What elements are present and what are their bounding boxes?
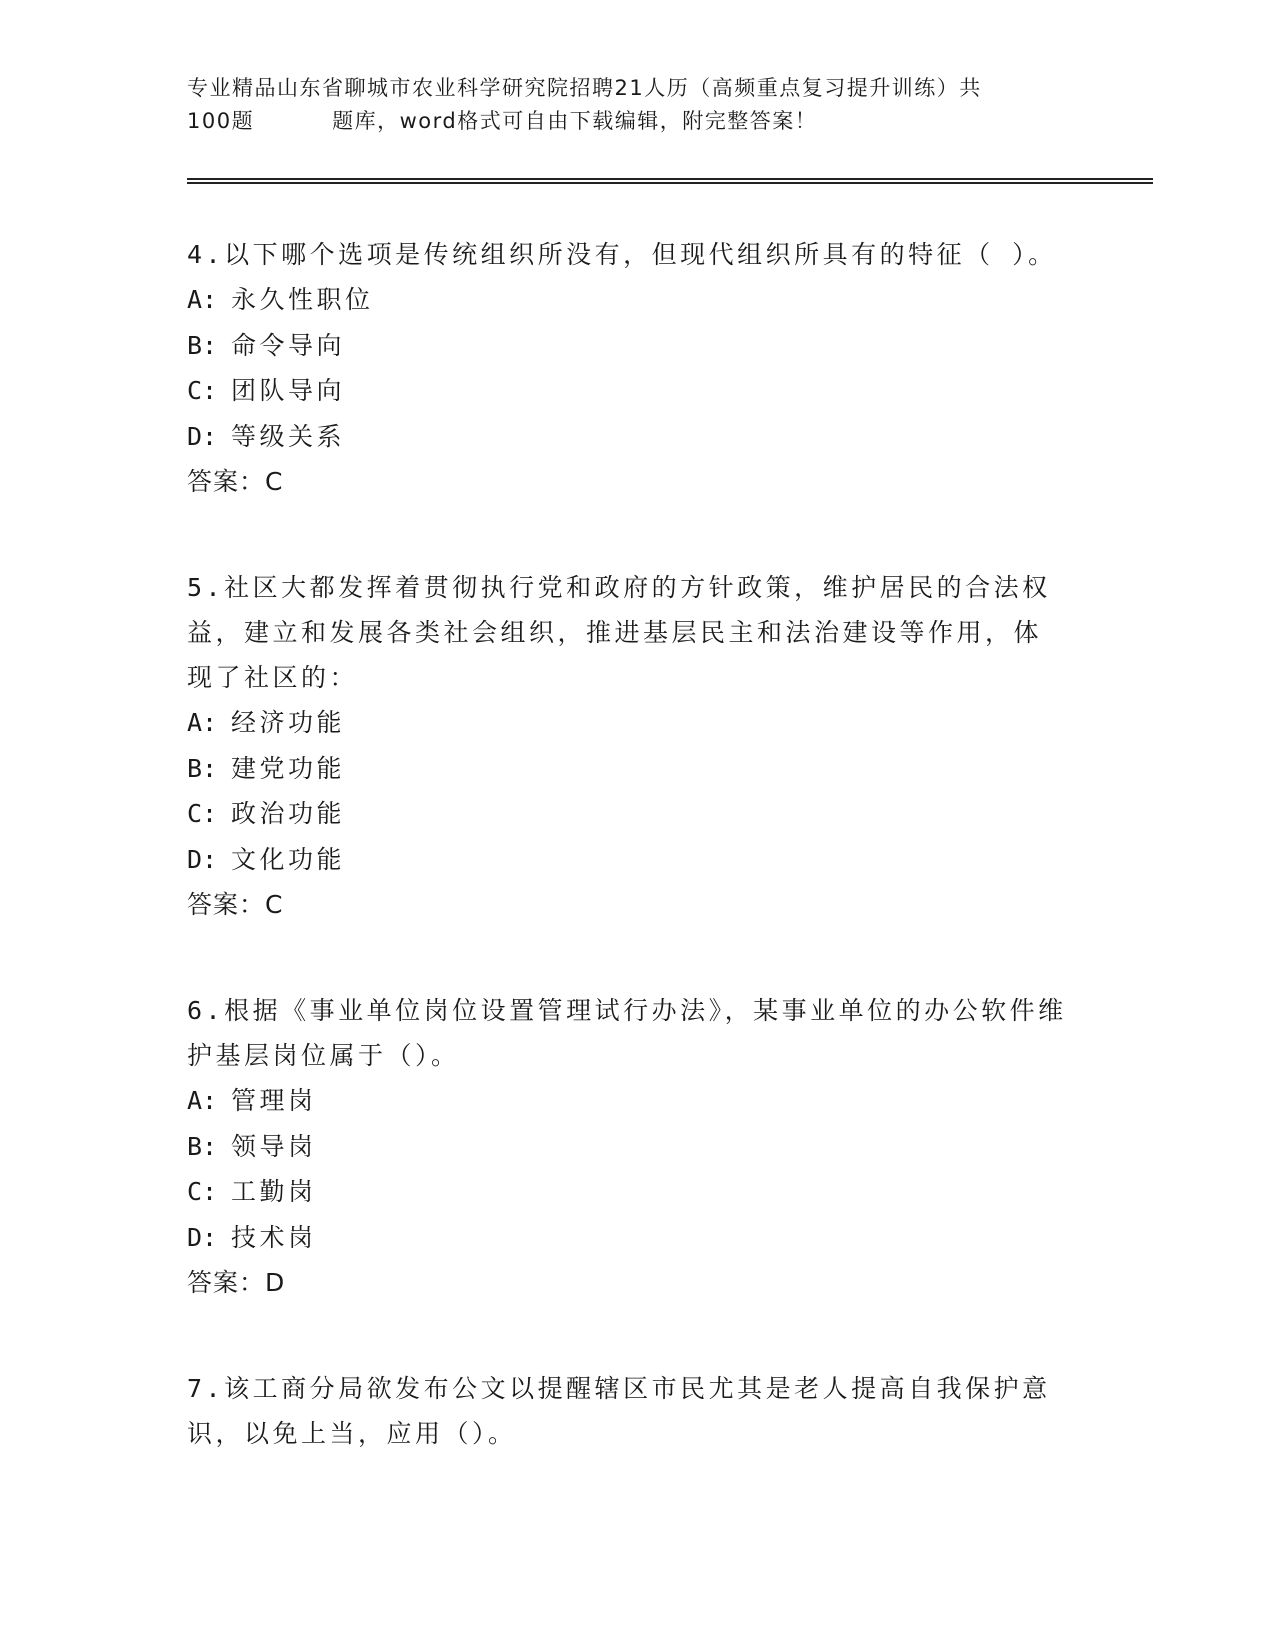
question-stem: 4.以下哪个选项是传统组织所没有，但现代组织所具有的特征（ ）。 xyxy=(187,240,1057,269)
option-key: B: xyxy=(187,330,218,360)
question-list xyxy=(187,232,1067,1516)
option-key: D: xyxy=(187,421,218,451)
option-c xyxy=(187,368,1067,414)
answer-label: 答案：C xyxy=(187,890,284,919)
option-key: B: xyxy=(187,1131,218,1161)
option-text: 经济功能 xyxy=(231,708,346,737)
header-title-line1: 专业精品山东省聊城市农业科学研究院招聘21人历（高频重点复习提升训练）共 xyxy=(187,76,982,100)
option-text: 管理岗 xyxy=(231,1086,317,1115)
option-text: 领导岗 xyxy=(231,1131,317,1161)
question-7 xyxy=(187,1366,1067,1456)
option-key: B: xyxy=(187,753,218,783)
option-d xyxy=(187,414,1067,460)
option-a xyxy=(187,1078,1067,1124)
option-a xyxy=(187,277,1067,323)
question-6 xyxy=(187,988,1067,1306)
option-text: 命令导向 xyxy=(231,330,346,360)
option-b xyxy=(187,323,1067,369)
option-key: A: xyxy=(187,708,218,737)
document-header xyxy=(187,72,1087,138)
option-text: 技术岗 xyxy=(231,1222,317,1252)
question-4 xyxy=(187,232,1067,505)
option-c xyxy=(187,1169,1067,1215)
option-b xyxy=(187,746,1067,792)
option-text: 文化功能 xyxy=(231,844,346,874)
option-d xyxy=(187,1215,1067,1261)
option-a xyxy=(187,700,1067,746)
question-stem: 6.根据《事业单位岗位设置管理试行办法》，某事业单位的办公软件维护基层岗位属于（）。 xyxy=(187,996,1067,1070)
option-b xyxy=(187,1124,1067,1170)
option-key: C: xyxy=(187,799,218,828)
option-d xyxy=(187,837,1067,883)
option-text: 建党功能 xyxy=(231,753,346,783)
option-text: 政治功能 xyxy=(231,799,346,828)
header-question-count: 100题 xyxy=(187,109,255,133)
option-key: C: xyxy=(187,1177,218,1206)
option-key: D: xyxy=(187,844,218,874)
option-key: A: xyxy=(187,1086,218,1115)
option-key: A: xyxy=(187,285,218,314)
option-c xyxy=(187,791,1067,837)
answer-label: 答案：C xyxy=(187,467,284,496)
option-text: 永久性职位 xyxy=(231,285,374,314)
header-divider-bottom xyxy=(187,182,1153,184)
question-stem: 5.社区大都发挥着贯彻执行党和政府的方针政策，维护居民的合法权益，建立和发展各类社会组织，推进基层民主和法治建设等作用，体现了社区的： xyxy=(187,573,1051,692)
question-5 xyxy=(187,565,1067,928)
option-text: 等级关系 xyxy=(231,421,346,451)
header-divider-top xyxy=(187,178,1153,180)
option-text: 工勤岗 xyxy=(231,1177,317,1206)
header-description: 题库，word格式可自由下载编辑，附完整答案！ xyxy=(332,109,818,133)
option-key: C: xyxy=(187,376,218,405)
header-title-line2 xyxy=(187,105,1087,138)
option-text: 团队导向 xyxy=(231,376,346,405)
question-stem: 7.该工商分局欲发布公文以提醒辖区市民尤其是老人提高自我保护意识，以免上当，应用（）。 xyxy=(187,1374,1051,1448)
answer-label: 答案：D xyxy=(187,1268,286,1297)
option-key: D: xyxy=(187,1222,218,1252)
